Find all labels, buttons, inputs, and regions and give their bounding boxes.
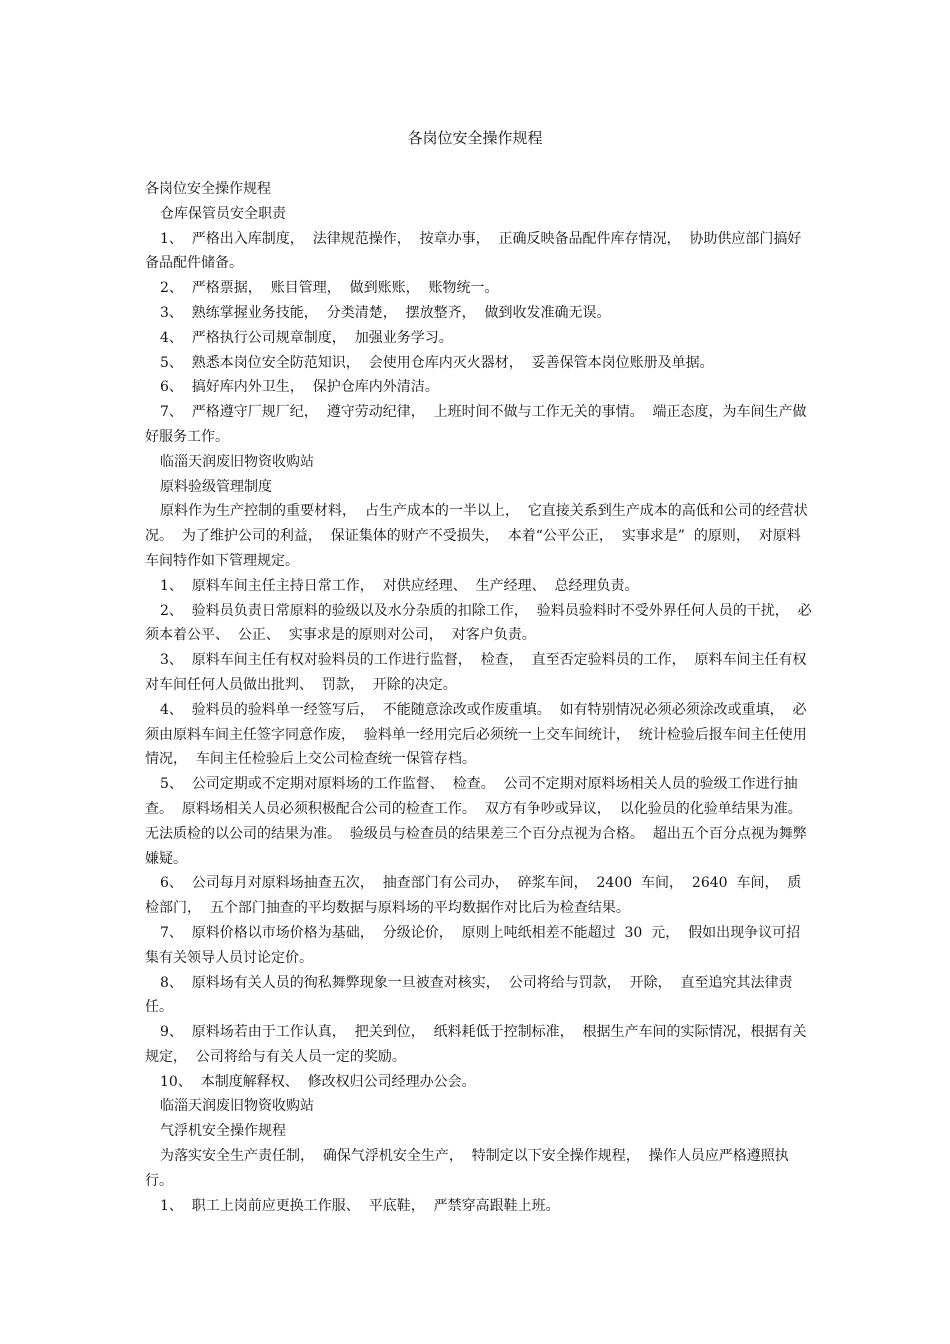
rule-item: 5、 公司定期或不定期对原料场的工作监督、 检查。 公司不定期对原料场相关人员的验级工作进行抽查。 原料场相关人员必须积极配合公司的检查工作。 双方有争吵或异议， 以化验员的化验单结果为准。 无法质检的以公司的结果为准。 验级员与检查员的结果差三个百分点视为合格。 超出五个百分点视为舞弊嫌疑。 — [145, 776, 811, 867]
section-subheading: 仓库保管员安全职责 — [160, 205, 286, 222]
rule-item: 3、 熟练掌握业务技能， 分类清楚， 摆放整齐， 做到收发准确无误。 — [160, 304, 611, 321]
rule-item: 6、 公司每月对原料场抽查五次， 抽查部门有公司办， 碎浆车间， 2400 车间， 2640 车间， 质检部门， 五个部门抽查的平均数据与原料场的平均数据作对比后为检查结果。 — [145, 875, 802, 917]
section-heading: 各岗位安全操作规程 — [145, 181, 271, 197]
rule-item: 4、 严格执行公司规章制度， 加强业务学习。 — [160, 329, 453, 346]
rule-item: 1、 职工上岗前应更换工作服、 平底鞋， 严禁穿高跟鞋上班。 — [160, 1197, 560, 1214]
rule-item: 9、 原料场若由于工作认真， 把关到位， 纸料耗低于控制标准， 根据生产车间的实际情况，根据有关规定， 公司将给与有关人员一定的奖励。 — [145, 1024, 807, 1065]
rule-item: 2、 严格票据， 账目管理， 做到账账， 账物统一。 — [160, 280, 499, 297]
rule-item: 7、 原料价格以市场价格为基础， 分级论价， 原则上吨纸相差不能超过 30 元， 假如出现争议可招集有关领导人员讨论定价。 — [145, 924, 801, 966]
rule-item: 2、 验料员负责日常原料的验级以及水分杂质的扣除工作， 验料员验料时不受外界任何人员的干扰， 必须本着公平、 公正、 实事求是的原则对公司， 对客户负责。 — [145, 602, 812, 644]
rule-item: 5、 熟悉本岗位安全防范知识， 会使用仓库内灭火器材， 妥善保管本岗位账册及单据。 — [160, 354, 714, 371]
rule-item: 1、 原料车间主任主持日常工作， 对供应经理、 生产经理、 总经理负责。 — [160, 577, 639, 594]
section-subheading: 气浮机安全操作规程 — [160, 1123, 286, 1140]
organization-name: 临淄天润废旧物资收购站 — [160, 453, 314, 470]
rule-item: 3、 原料车间主任有权对验料员的工作进行监督， 检查， 直至否定验料员的工作， 原料车间主任有权对车间任何人员做出批判、 罚款， 开除的决定。 — [145, 652, 807, 693]
rule-item: 10、 本制度解释权、 修改权归公司经理办公会。 — [160, 1073, 476, 1090]
rule-item: 4、 验料员的验料单一经签写后， 不能随意涂改或作废重填。 如有特别情况必须必须涂改或重填， 必须由原料车间主任签字同意作废， 验料单一经用完后必须统一上交车间统计， 统计检验后报车间主任使用情况， 车间主任检验后上交公司检查统一保管存档。 — [145, 701, 807, 768]
document-body — [145, 177, 813, 1218]
rule-item: 7、 严格遵守厂规厂纪， 遵守劳动纪律， 上班时间不做与工作无关的事情。 端正态度，为车间生产做好服务工作。 — [145, 404, 807, 445]
intro-paragraph: 原料作为生产控制的重要材料， 占生产成本的一半以上， 它直接关系到生产成本的高低和公司的经营状况。 为了维护公司的利益， 保证集体的财产不受损失， 本着“公平公正， 实事求是” 的原则， 对原料车间特作如下管理规定。 — [145, 503, 808, 569]
section-subheading: 原料验级管理制度 — [160, 478, 272, 495]
rule-item: 6、 搞好库内外卫生， 保护仓库内外清洁。 — [160, 379, 439, 396]
document-title: 各岗位安全操作规程 — [407, 129, 543, 147]
rule-item: 1、 严格出入库制度， 法律规范操作， 按章办事， 正确反映备品配件库存情况， 协助供应部门搞好备品配件储备。 — [145, 230, 802, 272]
organization-name: 临淄天润废旧物资收购站 — [160, 1098, 314, 1115]
rule-item: 8、 原料场有关人员的徇私舞弊现象一旦被查对核实， 公司将给与罚款， 开除， 直至追究其法律责任。 — [145, 974, 793, 1016]
intro-paragraph: 为落实安全生产责任制， 确保气浮机安全生产， 特制定以下安全操作规程， 操作人员应严格遵照执行。 — [145, 1148, 789, 1189]
